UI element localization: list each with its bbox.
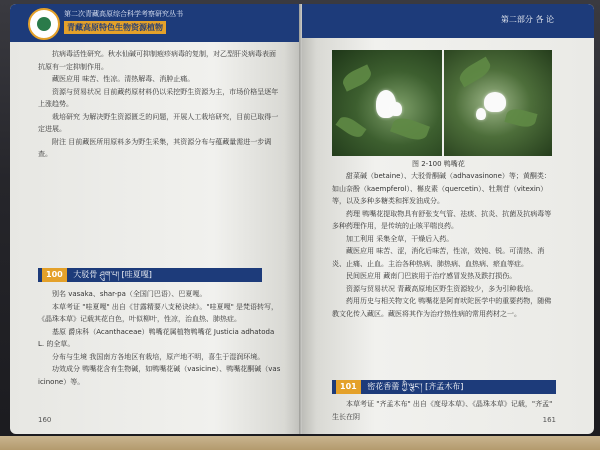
section-number: 101 — [336, 380, 361, 394]
section-heading-101 — [332, 380, 556, 394]
book-title: 青藏高原特色生物资源植物 — [64, 21, 166, 34]
right-page-header — [302, 4, 594, 38]
section-number: 100 — [42, 268, 67, 282]
paragraph: 民间医应用 藏南门巴族用于治疗感冒发热及跌打损伤。 — [346, 272, 517, 280]
paragraph: 基原 爵床科（Acanthaceae）鸭嘴花属植物鸭嘴花 Justicia adhatoda L. 的全草。 — [38, 327, 275, 348]
paragraph: 资源与贸易状况 目前藏药原材料仍以采挖野生资源为主，市场价格呈逐年上涨趋势。 — [38, 87, 279, 108]
part-title: 第二部分 各 论 — [500, 15, 554, 24]
plant-photo-left — [332, 50, 442, 156]
plant-photo-right — [444, 50, 552, 156]
section-heading-100 — [38, 268, 262, 282]
paragraph: 本草考证 "齐孟木布" 出自《度母本草》、《晶珠本草》记载，"齐孟" 生长在阴 — [332, 400, 553, 421]
paragraph: 甜菜碱（betaine）、大驳骨酮碱（adhavasinone）等；黄酮类：如山奈酚（kaempferol）、槲皮素（quercetin）、牡荆苷（vitexin）等，以及多种多糖类和挥发油成分。 — [332, 172, 551, 205]
series-logo-icon — [28, 8, 60, 40]
open-book — [10, 4, 594, 440]
left-page-header — [10, 4, 302, 42]
paragraph: 资源与贸易状况 青藏高原地区野生资源较少，多为引种栽培。 — [346, 284, 538, 293]
paragraph: 别名 vasaka、shar-pa（全国门巴语）、巴夏嘎。 — [52, 290, 207, 298]
paragraph: 加工利用 采集全草，干燥后入药。 — [346, 234, 454, 243]
page-number-right: 161 — [542, 416, 556, 424]
paragraph: 药理 鸭嘴花提取物具有舒张支气管、祛痰、抗炎、抗菌及抗病毒等多种药理作用，是传统的止咳平喘良药。 — [332, 209, 552, 230]
series-title: 第二次青藏高原综合科学考察研究丛书 — [64, 10, 183, 18]
paragraph: 藏医应用 味苦、性凉。清热解毒、消肿止痛。 — [52, 75, 195, 83]
right-tail-text — [332, 398, 554, 422]
left-page — [10, 4, 302, 434]
paragraph: 本草考证 "哇夏嘎" 出自《甘露精要八支秘诀续》。"哇夏嘎" 是梵语转写，《晶珠本草》记载其花白色，叶似柳叶，性凉，治血热、肺热症。 — [38, 302, 279, 323]
white-flower-icon — [484, 92, 506, 112]
paragraph: 栽培研究 为解决野生资源匮乏的问题，开展人工栽培研究，目前已取得一定进展。 — [38, 112, 279, 133]
paragraph: 藏医应用 味苦、涩，消化后味苦，性凉，效钝、锐。可清热、消炎、止痛、止血。主治各种热病、肺热病、血热病、瘀血等症。 — [332, 247, 545, 268]
right-body-text — [332, 170, 554, 376]
left-body-text — [38, 48, 282, 258]
paragraph: 药用历史与相关物文化 鸭嘴花是阿育吠陀医学中的重要药物，随佛教文化传入藏区。藏医将其作为治疗热性病的常用药材之一。 — [332, 297, 552, 318]
section-title: 大驳骨 ཤུག་པ། [哇夏嘎] — [73, 270, 152, 279]
right-page — [302, 4, 594, 434]
page-number-left: 160 — [38, 416, 52, 424]
figure-caption: 图 2-100 鸭嘴花 — [412, 160, 465, 168]
paragraph: 抗病毒活性研究。秋水仙碱可抑制疱疹病毒的复制，对乙型肝炎病毒表面抗原有一定抑制作用。 — [38, 50, 276, 71]
section-title: 密花香薷 ཀྱི་ལྕང་། [齐孟木布] — [367, 382, 464, 391]
paragraph: 附注 目前藏医所用原料多为野生采集，其资源分布与蕴藏量需进一步调查。 — [38, 137, 272, 158]
table-surface — [0, 436, 600, 450]
left-section-text — [38, 288, 282, 414]
paragraph: 分布与生境 我国南方各地区有栽培，原产地不明，喜生于湿润环境。 — [52, 352, 265, 361]
paragraph: 功效成分 鸭嘴花含有生物碱，如鸭嘴花碱（vasicine）、鸭嘴花酮碱（vasicinone）等。 — [38, 365, 281, 386]
